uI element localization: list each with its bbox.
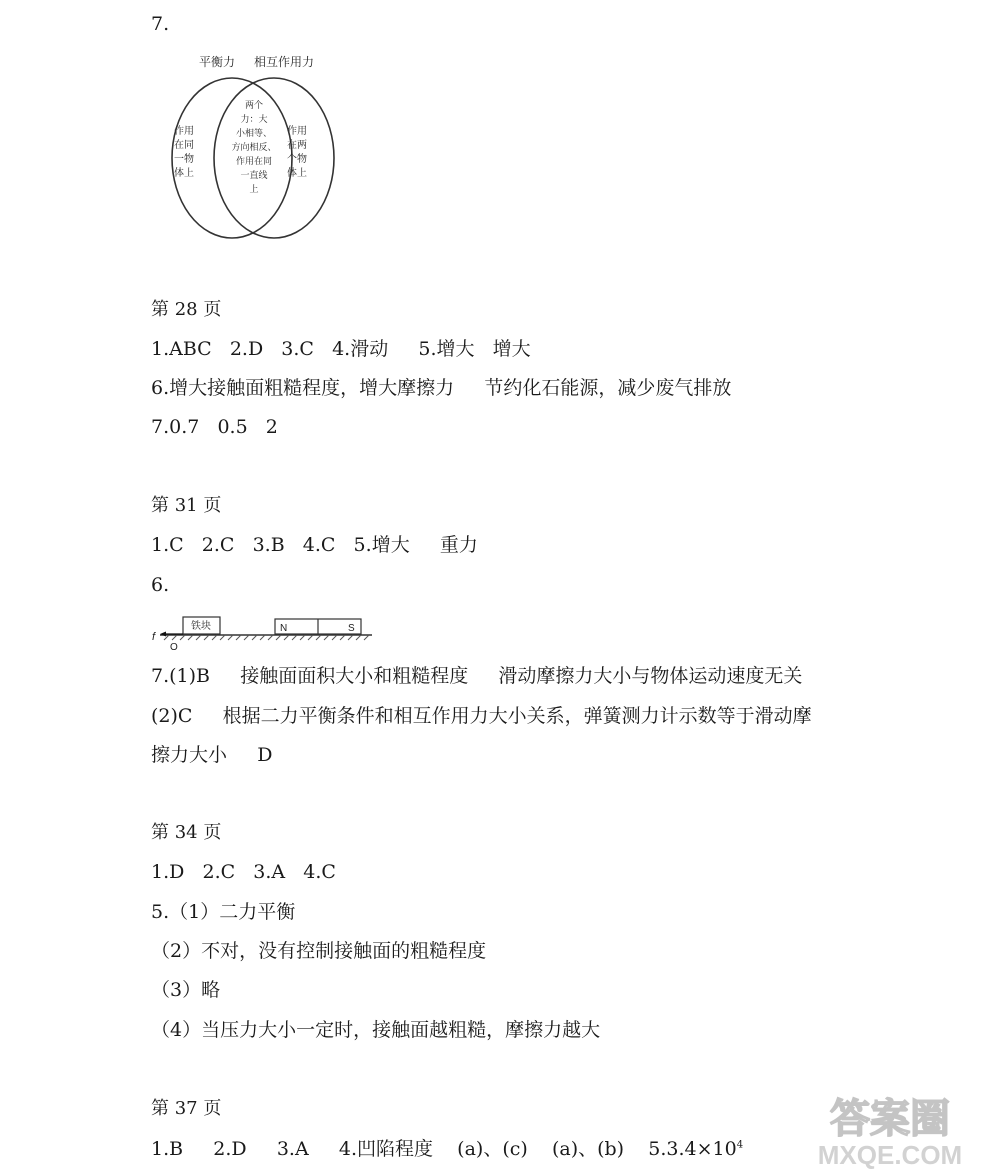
venn-overlap-text [231,99,276,195]
page37-line1 [151,1137,743,1161]
iron-block-label: 铁块 [191,621,211,632]
svg-text:体上: 体上 [287,168,307,179]
page34-heading: 第 34 页 [151,822,222,843]
venn-right-title: 相互作用力 [254,55,315,69]
page34-line2: 5.（1）二力平衡 [151,901,296,923]
svg-text:小相等、: 小相等、 [235,129,273,139]
friction-arrow-head [160,632,166,637]
svg-text:体上: 体上 [174,168,194,179]
page28-line2: 6.增大接触面粗糙程度，增大摩擦力 节约化石能源，减少废气排放 [151,377,732,399]
svg-text:在两: 在两 [287,140,307,151]
page37-heading: 第 37 页 [151,1098,222,1119]
venn-left-text [174,124,194,179]
svg-text:在同: 在同 [174,140,194,151]
watermark-logo [790,1090,990,1170]
page28-heading: 第 28 页 [151,299,222,320]
page37-exponent: 4 [736,1139,744,1151]
page28-line3: 7.0.7 0.5 2 [151,416,278,438]
page34-line3: （2）不对，没有控制接触面的粗糙程度 [151,940,487,962]
magnet-s-label: S [348,623,355,634]
page31-line2: 6. [151,574,170,596]
page34-line5: （4）当压力大小一定时，接触面越粗糙，摩擦力越大 [151,1019,601,1041]
venn-diagram [150,44,360,244]
svg-text:作用: 作用 [174,126,194,137]
page31-line1: 1.C 2.C 3.B 4.C 5.增大 重力 [151,534,478,556]
venn-left-title: 平衡力 [199,55,236,69]
friction-diagram [150,612,380,654]
svg-text:一物: 一物 [174,154,194,165]
page31-heading: 第 31 页 [151,495,222,516]
friction-label: f [152,631,156,643]
magnet-n-label: N [280,623,288,634]
page28-line1: 1.ABC 2.D 3.C 4.滑动 5.增大 增大 [151,338,531,360]
svg-text:方向相反、: 方向相反、 [231,143,277,153]
svg-text:两个: 两个 [244,101,264,111]
svg-text:力：大: 力：大 [240,115,268,125]
q7-label: 7. [151,13,170,35]
page34-line4: （3）略 [151,979,221,1001]
svg-text:个物: 个物 [287,154,307,165]
page31-line4: (2)C 根据二力平衡条件和相互作用力大小关系，弹簧测力计示数等于滑动摩 [151,705,812,727]
page31-line3: 7.(1)B 接触面面积大小和粗糙程度 滑动摩擦力大小与物体运动速度无关 [151,665,803,687]
venn-right-text [287,124,307,179]
ground-hatching [164,635,369,640]
watermark-bottom: MXQE.COM [817,1140,963,1170]
svg-text:一直线: 一直线 [240,171,268,181]
origin-label: O [170,642,178,653]
page31-line5: 擦力大小 D [151,744,273,766]
watermark-top: 答案圈 [830,1097,950,1141]
svg-text:作用: 作用 [287,126,307,137]
svg-text:作用在同: 作用在同 [235,157,273,167]
page37-line1-text: 1.B 2.D 3.A 4.凹陷程度 (a)、(c) (a)、(b) 5.3.4×10 [151,1138,737,1160]
svg-text:上: 上 [249,185,259,195]
page34-line1: 1.D 2.C 3.A 4.C [151,861,336,883]
